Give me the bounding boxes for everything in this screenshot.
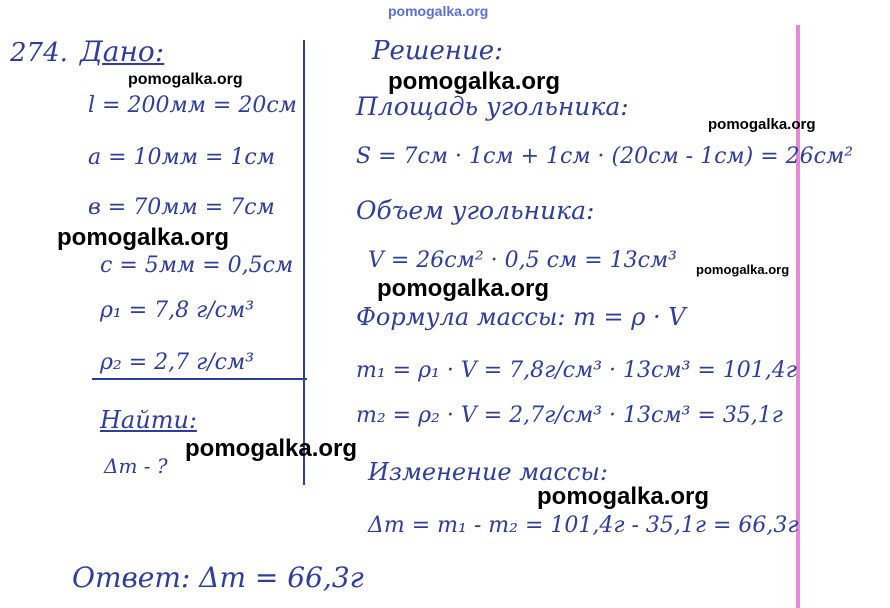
given-rho2: ρ₂ = 2,7 г/см³: [100, 350, 255, 375]
column-divider: [303, 40, 305, 485]
volume-title: Объем угольника:: [356, 196, 595, 225]
answer: Ответ: Δm = 66,3г: [72, 561, 364, 594]
site-top-watermark: pomogalka.org: [388, 3, 489, 19]
area-title: Площадь угольника:: [356, 92, 629, 121]
change-title: Изменение массы:: [368, 458, 608, 486]
watermark: pomogalka.org: [708, 116, 816, 133]
given-c: c = 5мм = 0,5см: [100, 253, 294, 278]
watermark: pomogalka.org: [388, 68, 561, 95]
watermark: pomogalka.org: [185, 435, 358, 462]
given-b: в = 70мм = 7см: [88, 195, 275, 220]
given-a: a = 10мм = 1см: [88, 145, 275, 170]
volume-formula: V = 26см² · 0,5 см = 13см³: [368, 248, 677, 273]
watermark: pomogalka.org: [377, 275, 550, 302]
change-formula: Δm = m₁ - m₂ = 101,4г - 35,1г = 66,3г: [368, 513, 799, 538]
area-formula: S = 7см · 1см + 1см · (20см - 1см) = 26см²: [356, 144, 854, 169]
mass-title: Формула массы: m = ρ · V: [356, 303, 686, 331]
watermark: pomogalka.org: [696, 262, 790, 277]
find-value: Δm - ?: [104, 454, 168, 478]
solution-title: Решение:: [372, 36, 503, 66]
given-l: l = 200мм = 20см: [88, 93, 297, 118]
m1-formula: m₁ = ρ₁ · V = 7,8г/см³ · 13см³ = 101,4г: [356, 358, 797, 383]
watermark: pomogalka.org: [57, 224, 230, 251]
given-title: Дано:: [80, 35, 165, 68]
given-rho1: ρ₁ = 7,8 г/см³: [100, 298, 255, 323]
find-title: Найти:: [100, 406, 197, 434]
watermark: pomogalka.org: [128, 71, 243, 88]
given-divider: [92, 378, 307, 380]
problem-number: 274.: [10, 38, 68, 68]
watermark: pomogalka.org: [537, 483, 710, 510]
m2-formula: m₂ = ρ₂ · V = 2,7г/см³ · 13см³ = 35,1г: [356, 403, 783, 428]
